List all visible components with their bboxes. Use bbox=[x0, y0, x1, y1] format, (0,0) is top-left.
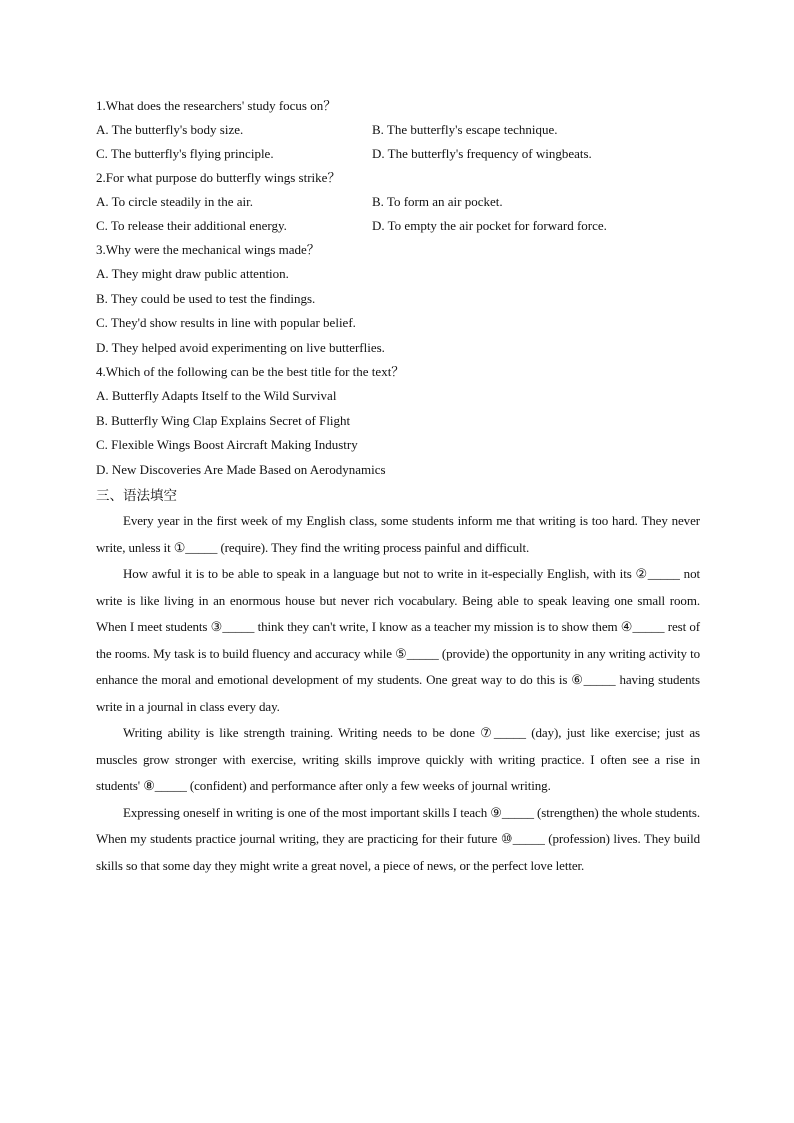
section-title: 三、语法填空 bbox=[96, 488, 177, 504]
passage-paragraph-3: Writing ability is like strength training. Writing needs to be done ⑦_____ (day), just like exercise; just as muscles grow stronger with exercise, writing skills improve quickly with writing practice. I often see a rise in students' ⑧_____ (confident) and performance after only a few weeks of journal writing. bbox=[96, 725, 700, 793]
question-1-option-b: B. The butterfly's escape technique. bbox=[372, 122, 558, 137]
question-2-option-a: A. To circle steadily in the air. bbox=[96, 194, 253, 209]
question-4-option-d: D. New Discoveries Are Made Based on Aerodynamics bbox=[96, 461, 386, 477]
question-3-option-a: A. They might draw public attention. bbox=[96, 266, 289, 281]
question-2-option-d: D. To empty the air pocket for forward force. bbox=[372, 218, 607, 233]
question-1-option-c: C. The butterfly's flying principle. bbox=[96, 146, 274, 161]
document-page bbox=[96, 94, 700, 879]
question-1-options-row-2 bbox=[96, 142, 700, 166]
question-1-option-d: D. The butterfly's frequency of wingbeats. bbox=[372, 146, 592, 161]
passage-paragraph-1: Every year in the first week of my English class, some students inform me that writing is too hard. They never write, unless it ①_____ (require). They find the writing process painful and difficult. bbox=[96, 513, 700, 555]
question-4-stem: 4.Which of the following can be the best title for the text？ bbox=[96, 364, 405, 379]
question-3-option-c: C. They'd show results in line with popular belief. bbox=[96, 315, 356, 330]
question-1-options-row-1 bbox=[96, 118, 700, 142]
question-2-stem: 2.For what purpose do butterfly wings strike？ bbox=[96, 170, 341, 185]
question-1-stem: 1.What does the researchers' study focus on？ bbox=[96, 98, 337, 113]
question-4-option-b: B. Butterfly Wing Clap Explains Secret of Flight bbox=[96, 412, 351, 428]
question-2-options-row-1 bbox=[96, 190, 700, 214]
question-2-option-b: B. To form an air pocket. bbox=[372, 194, 503, 209]
passage-paragraph-4: Expressing oneself in writing is one of the most important skills I teach ⑨_____ (strengthen) the whole students. When my students practice journal writing, they are practicing for their future ⑩_____ (profession) lives. They build skills so that some day they might write a great novel, a piece of news, or the perfect love letter. bbox=[96, 804, 700, 873]
question-4-option-c: C. Flexible Wings Boost Aircraft Making Industry bbox=[96, 437, 358, 452]
question-3-option-b: B. They could be used to test the findings. bbox=[96, 290, 316, 306]
question-4-option-a: A. Butterfly Adapts Itself to the Wild Survival bbox=[96, 388, 337, 403]
question-2-option-c: C. To release their additional energy. bbox=[96, 218, 287, 233]
question-1-option-a: A. The butterfly's body size. bbox=[96, 122, 244, 137]
question-2-options-row-2 bbox=[96, 214, 700, 238]
passage-paragraph-2: How awful it is to be able to speak in a language but not to write in it-especially English, with its ②_____ not write is like living in an enormous house but never rich vocabulary. Being able to speak leaving one small room. When I meet students ③_____ think they can't write, I know as a teacher my mission is to show them ④_____ rest of the rooms. My task is to build fluency and accuracy while ⑤_____ (provide) the opportunity in any writing activity to enhance the moral and emotional development of my students. One great way to do this is ⑥_____ having students write in a journal in class every day. bbox=[96, 566, 700, 714]
question-3-stem: 3.Why were the mechanical wings made？ bbox=[96, 242, 320, 257]
question-3-option-d: D. They helped avoid experimenting on live butterflies. bbox=[96, 339, 385, 355]
